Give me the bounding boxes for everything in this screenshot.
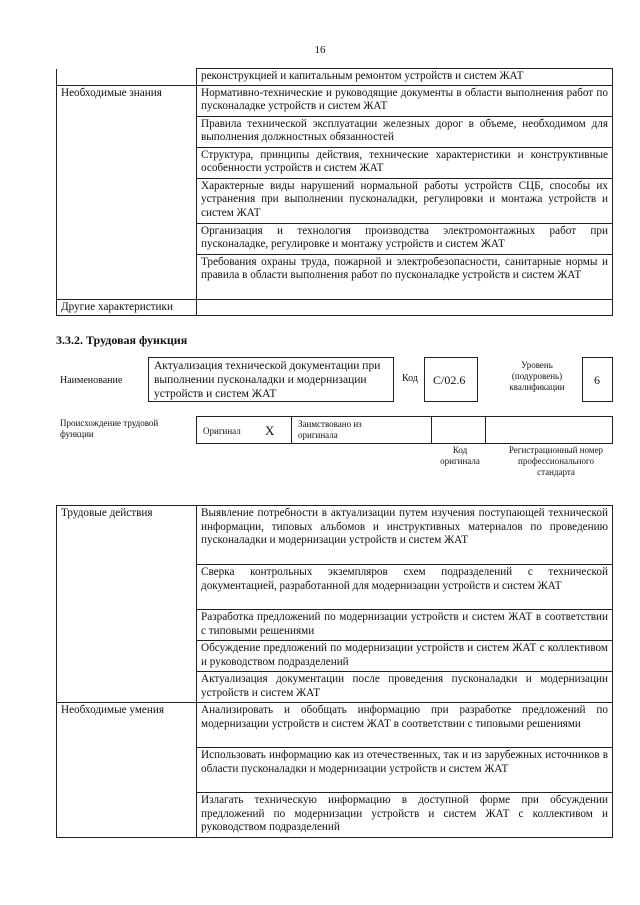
row-text: Характерные виды нарушений нормальной работы устройств СЦБ, способы их устранения при выполнении пусконаладки, регулировки и монтажа устройств и систем ЖАТ bbox=[197, 178, 613, 223]
row-text: Сверка контрольных экземпляров схем подразделений с технической документацией, разработанной для модернизации устройств и систем ЖАТ bbox=[197, 565, 613, 610]
borrowed-label: Заимствовано из оригинала bbox=[298, 419, 362, 440]
reg-number-box bbox=[485, 416, 613, 444]
row-label-knowledge: Необходимые знания bbox=[57, 85, 197, 299]
row-text: Излагать техническую информацию в доступной форме при обсуждении предложений по модернизации устройств и систем ЖАТ с коллективом и руководством подразделений bbox=[197, 793, 613, 838]
origin-label: Происхождение трудовой функции bbox=[60, 418, 159, 439]
original-mark: X bbox=[265, 423, 275, 438]
row-text: Обсуждение предложений по модернизации устройств и систем ЖАТ с коллективом и руководством подразделений bbox=[197, 641, 613, 672]
row-label-other: Другие характеристики bbox=[57, 299, 197, 316]
row-text: Структура, принципы действия, технические характеристики и конструктивные особенности устройств и систем ЖАТ bbox=[197, 147, 613, 178]
level-label: Уровень (подуровень) квалификации bbox=[509, 360, 565, 392]
row-label bbox=[57, 69, 197, 86]
row-text: Выявление потребности в актуализации путем изучения поступающей технической информации, типовых альбомов и инструктивных материалов по проведению пусконаладки и модернизации устройств и систем ЖАТ bbox=[197, 506, 613, 565]
table-row bbox=[57, 69, 613, 86]
original-label: Оригинал bbox=[203, 426, 241, 436]
row-text: Правила технической эксплуатации железных дорог в объеме, необходимом для выполнения должностных обязанностей bbox=[197, 116, 613, 147]
row-text: Актуализация документации после проведения пусконаладки и модернизации устройств и систем ЖАТ bbox=[197, 672, 613, 703]
knowledge-table bbox=[56, 68, 613, 316]
row-label-actions: Трудовые действия bbox=[57, 506, 197, 703]
row-text: Анализировать и обобщать информацию при разработке предложений по модернизации устройств и систем ЖАТ в соответствии с типовыми решениями bbox=[197, 703, 613, 748]
code-box bbox=[424, 357, 478, 402]
row-text: Требования охраны труда, пожарной и электробезопасности, санитарные нормы и правила в области выполнения работ по пусконаладке устройств и систем ЖАТ bbox=[197, 254, 613, 299]
row-text: Организация и технология производства электромонтажных работ при пусконаладке, регулировке и монтажу устройств и систем ЖАТ bbox=[197, 223, 613, 254]
code-original-box bbox=[431, 416, 486, 444]
reg-number-label: Регистрационный номер профессионального стандарта bbox=[508, 445, 604, 477]
table-row bbox=[57, 85, 613, 116]
page-number: 16 bbox=[314, 44, 326, 56]
level-box bbox=[582, 357, 613, 402]
name-box bbox=[148, 357, 394, 402]
table-row bbox=[57, 299, 613, 316]
section-title: 3.3.2. Трудовая функция bbox=[56, 333, 188, 347]
labor-actions-table bbox=[56, 505, 613, 838]
code-original-label: Код оригинала bbox=[440, 445, 480, 466]
row-text: реконструкцией и капитальным ремонтом устройств и систем ЖАТ bbox=[197, 69, 613, 86]
level-value: 6 bbox=[594, 373, 600, 387]
borrowed-box bbox=[291, 416, 432, 444]
table-row bbox=[57, 506, 613, 565]
row-label-skills: Необходимые умения bbox=[57, 703, 197, 838]
row-text: Нормативно-технические и руководящие документы в области выполнения работ по пусконаладке устройств и систем ЖАТ bbox=[197, 85, 613, 116]
row-text: Разработка предложений по модернизации устройств и систем ЖАТ в соответствии с типовыми решениями bbox=[197, 610, 613, 641]
name-value: Актуализация технической документации при выполнении пусконаладки и модернизации устройств и систем ЖАТ bbox=[154, 360, 381, 400]
code-value: C/02.6 bbox=[433, 373, 466, 387]
row-text: Использовать информацию как из отечественных, так и из зарубежных источников в области пусконаладки и модернизации устройств и систем ЖАТ bbox=[197, 748, 613, 793]
table-row bbox=[57, 703, 613, 748]
code-label: Код bbox=[402, 373, 418, 384]
row-text bbox=[197, 299, 613, 316]
original-box bbox=[196, 416, 292, 444]
name-label: Наименование bbox=[60, 375, 123, 386]
